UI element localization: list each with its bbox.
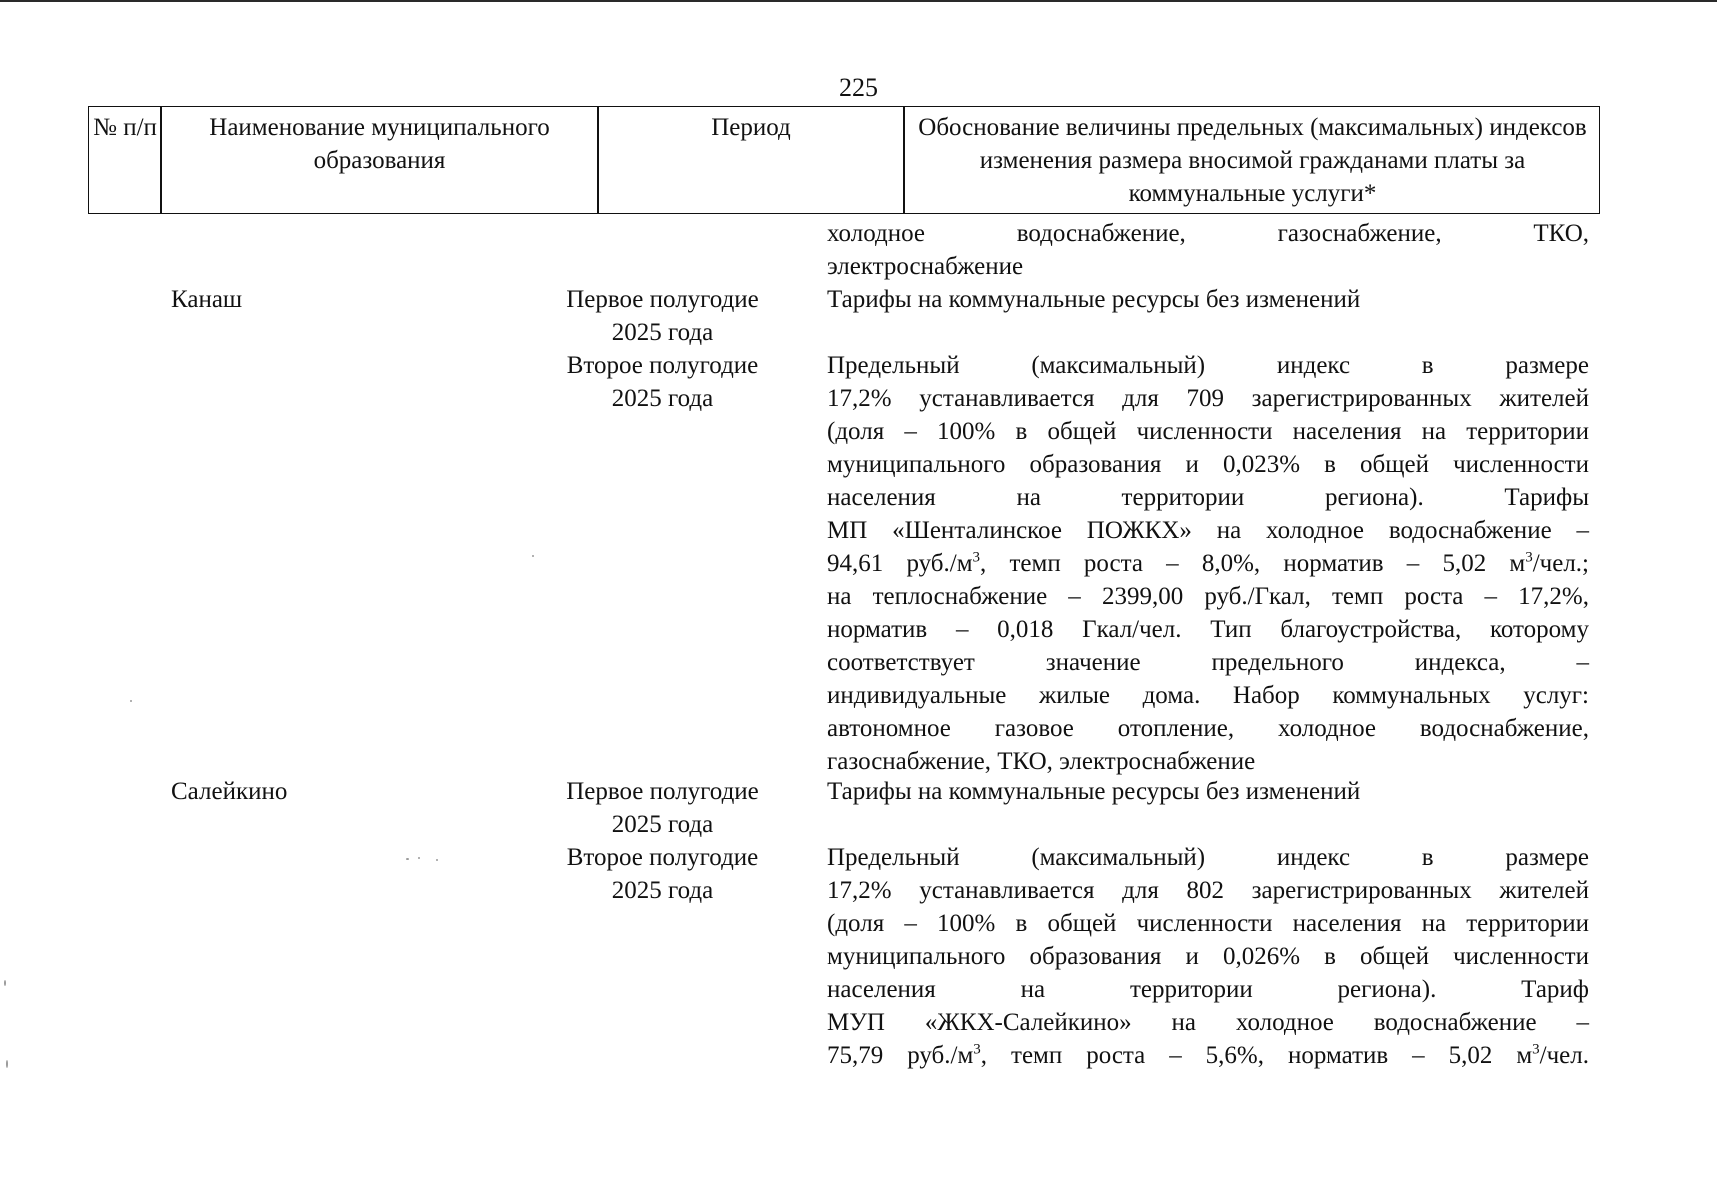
scan-speck bbox=[418, 857, 420, 859]
period-first-half: Первое полугодие 2025 года bbox=[566, 778, 759, 838]
basis-line: 17,2% устанавливается для 709 зарегистрированных жителей bbox=[827, 385, 1589, 412]
basis-second-half bbox=[827, 841, 1589, 1072]
municipality-name: Канаш bbox=[171, 286, 243, 313]
basis-line: Предельный (максимальный) индекс в размере bbox=[827, 844, 1589, 871]
basis-line: газоснабжение, ТКО, электроснабжение bbox=[827, 748, 1256, 775]
basis-line: МП «Шенталинское ПОЖКХ» на холодное водоснабжение – bbox=[827, 517, 1589, 544]
scan-speck bbox=[4, 980, 6, 986]
scan-speck bbox=[130, 700, 132, 702]
basis-first-half: Тарифы на коммунальные ресурсы без изменений bbox=[827, 778, 1361, 805]
table-header bbox=[88, 106, 1600, 214]
basis-line: (доля – 100% в общей численности населения на территории bbox=[827, 910, 1589, 937]
municipality-name: Салейкино bbox=[171, 778, 288, 805]
basis-line: холодное водоснабжение, газоснабжение, ТКО, bbox=[827, 220, 1589, 247]
basis-first-half: Тарифы на коммунальные ресурсы без изменений bbox=[827, 286, 1361, 313]
header-col-basis: Обоснование величины предельных (максимальных) индексов изменения размера вносимой гражданами платы за коммунальные услуги* bbox=[918, 114, 1587, 207]
basis-line: 17,2% устанавливается для 802 зарегистрированных жителей bbox=[827, 877, 1589, 904]
page-number: 225 bbox=[839, 73, 878, 102]
scan-speck bbox=[532, 555, 534, 557]
header-col-municipality: Наименование муниципального образования bbox=[209, 114, 550, 174]
header-col-period: Период bbox=[711, 114, 791, 141]
period-second-half: Второе полугодие 2025 года bbox=[566, 352, 759, 412]
basis-line: муниципального образования и 0,026% в общей численности bbox=[827, 943, 1589, 970]
basis-line: Предельный (максимальный) индекс в размере bbox=[827, 352, 1589, 379]
header-col-number: № п/п bbox=[93, 114, 157, 141]
basis-second-half bbox=[827, 349, 1589, 778]
basis-line: норматив – 0,018 Гкал/чел. Тип благоустройства, которому bbox=[827, 616, 1589, 643]
basis-line: автономное газовое отопление, холодное водоснабжение, bbox=[827, 715, 1589, 742]
scan-speck bbox=[6, 1060, 8, 1068]
basis-line: муниципального образования и 0,023% в общей численности bbox=[827, 451, 1589, 478]
basis-line: электроснабжение bbox=[827, 253, 1024, 280]
period-first-half: Первое полугодие 2025 года bbox=[566, 286, 759, 346]
scan-speck bbox=[406, 858, 409, 860]
basis-line: МУП «ЖКХ-Салейкино» на холодное водоснабжение – bbox=[827, 1009, 1589, 1036]
basis-continuation bbox=[827, 217, 1589, 283]
basis-line: населения на территории региона). Тарифы bbox=[827, 484, 1589, 511]
basis-line: индивидуальные жилые дома. Набор коммунальных услуг: bbox=[827, 682, 1589, 709]
scan-speck bbox=[436, 859, 438, 861]
scan-top-edge bbox=[0, 0, 1717, 2]
basis-line: на теплоснабжение – 2399,00 руб./Гкал, темп роста – 17,2%, bbox=[827, 583, 1589, 610]
basis-line: соответствует значение предельного индекса, – bbox=[827, 649, 1589, 676]
basis-line: 94,61 $руб./м^3$, темп роста – 8,0%, норматив – 5,02 $м^3$/чел.; bbox=[827, 549, 1590, 577]
basis-line: населения на территории региона). Тариф bbox=[827, 976, 1589, 1003]
basis-line: 75,79 $руб./м^3$, темп роста – 5,6%, норматив – 5,02 $м^3$/чел. bbox=[827, 1041, 1589, 1069]
period-second-half: Второе полугодие 2025 года bbox=[566, 844, 759, 904]
basis-line: (доля – 100% в общей численности населения на территории bbox=[827, 418, 1589, 445]
